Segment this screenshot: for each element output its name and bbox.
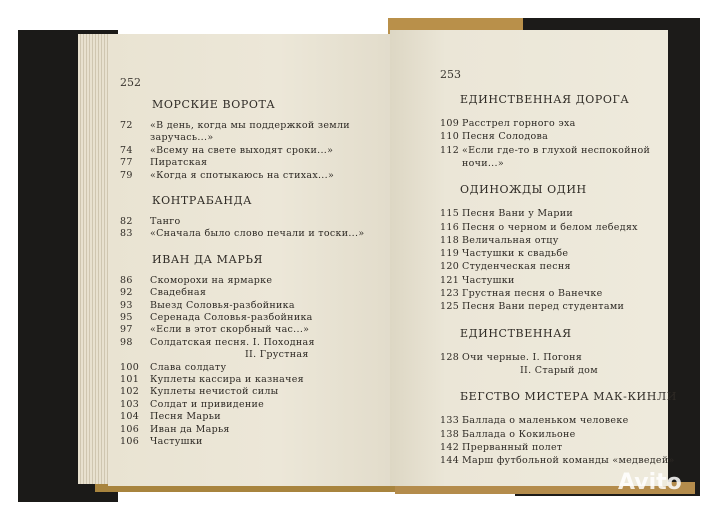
entry-title: «Сначала было слово печали и тоски...»	[150, 228, 365, 240]
entry-title: Куплеты нечистой силы	[150, 386, 279, 398]
entry-title: Грустная песня о Ванечке	[462, 288, 603, 299]
entry-page-number: 128	[440, 351, 460, 363]
entry-page-number: 93	[120, 299, 133, 311]
toc-entry	[440, 455, 675, 467]
entry-page-number: 123	[440, 288, 460, 299]
entry-title: Студенческая песня	[462, 261, 571, 273]
entry-page-number: 121	[440, 274, 460, 286]
entry-title: Песня Вани перед студентами	[462, 301, 625, 313]
entry-title: Песня Солодова	[462, 131, 549, 143]
entry-page-number: 92	[120, 287, 133, 299]
toc-entry	[120, 411, 221, 423]
toc-entry	[120, 386, 279, 398]
entry-page-number: 144	[440, 455, 460, 467]
entry-title: Куплеты кассира и казначея	[150, 374, 304, 385]
entry-title: Свадебная	[150, 287, 207, 299]
entry-page-number: 125	[440, 301, 460, 313]
entry-title: «Когда я спотыкаюсь на стихах...»	[150, 169, 335, 181]
toc-entry	[440, 301, 624, 313]
toc-entry	[440, 118, 576, 130]
toc-entry	[440, 442, 562, 454]
toc-entry	[120, 362, 226, 374]
entry-page-number: 102	[120, 386, 140, 398]
toc-entry	[440, 352, 582, 364]
toc-entry	[440, 429, 576, 441]
entry-title: Баллада о маленьком человеке	[462, 415, 629, 427]
entry-title-continued: II. Старый дом	[520, 364, 598, 376]
entry-page-number: 120	[440, 261, 460, 273]
section-heading: БЕГСТВО МИСТЕРА МАК-КИНЛИ	[460, 390, 677, 404]
entry-title: Марш футбольной команды «медведей»	[462, 455, 675, 467]
section-heading: ЕДИНСТВЕННАЯ	[460, 326, 572, 340]
entry-page-number: 112	[440, 144, 460, 156]
entry-page-number: 133	[440, 415, 460, 427]
entry-title: Частушки	[462, 274, 515, 286]
entry-title: «В день, когда мы поддержкой земли	[150, 120, 350, 131]
toc-entry	[440, 248, 568, 260]
entry-title: Песня Марьи	[150, 411, 221, 423]
entry-page-number: 72	[120, 120, 133, 131]
toc-entry	[120, 287, 206, 299]
entry-title: «Если где-то в глухой неспокойной	[462, 144, 651, 156]
page-number: 252	[120, 76, 141, 89]
toc-entry	[440, 222, 638, 234]
toc-entry	[120, 145, 333, 157]
entry-page-number: 115	[440, 208, 460, 220]
toc-entry	[440, 415, 629, 427]
entry-title: Выезд Соловья-разбойника	[150, 299, 295, 311]
entry-page-number: 82	[120, 216, 133, 227]
toc-entry	[120, 157, 207, 169]
entry-page-number: 109	[440, 118, 460, 129]
entry-page-number: 77	[120, 157, 133, 169]
toc-entry	[120, 312, 313, 324]
entry-title: Скоморохи на ярмарке	[150, 274, 273, 286]
entry-page-number: 116	[440, 221, 460, 233]
entry-page-number: 119	[440, 248, 460, 260]
entry-page-number: 100	[120, 361, 140, 373]
toc-entry	[120, 170, 334, 182]
entry-title: Очи черные. I. Погоня	[462, 351, 583, 363]
entry-page-number: 142	[440, 441, 460, 453]
toc-entry	[440, 288, 603, 300]
entry-title: Расстрел горного эха	[462, 118, 576, 129]
entry-title: Величальная отцу	[462, 234, 559, 246]
toc-entry	[120, 216, 181, 228]
entry-title-continued: заручась...»	[150, 132, 214, 144]
entry-title: Пиратская	[150, 157, 208, 169]
toc-entry	[120, 228, 364, 240]
entry-page-number: 74	[120, 144, 133, 156]
entry-title: Серенада Соловья-разбойника	[150, 312, 313, 323]
toc-entry	[120, 337, 315, 349]
entry-page-number: 103	[120, 398, 140, 410]
entry-title: Прерванный полет	[462, 441, 563, 453]
toc-entry	[120, 275, 272, 287]
entry-page-number: 97	[120, 324, 133, 336]
toc-entry	[120, 300, 295, 312]
toc-entry	[440, 235, 559, 247]
entry-page-number: 101	[120, 374, 140, 385]
section-heading: ИВАН ДА МАРЬЯ	[152, 252, 263, 266]
entry-title: Песня о черном и белом лебедях	[462, 221, 638, 233]
entry-title: Слава солдату	[150, 361, 227, 373]
entry-page-number: 106	[120, 423, 140, 435]
toc-entry	[120, 374, 304, 386]
toc-entry	[440, 145, 650, 157]
entry-page-number: 106	[120, 436, 140, 447]
section-heading: ЕДИНСТВЕННАЯ ДОРОГА	[460, 93, 630, 106]
toc-entry	[120, 436, 203, 448]
entry-page-number: 118	[440, 234, 460, 246]
watermark: Avito	[618, 470, 682, 495]
entry-title: «Всему на свете выходят сроки...»	[150, 144, 334, 156]
toc-entry	[440, 131, 548, 143]
entry-title: Баллада о Кокильоне	[462, 428, 576, 440]
entry-page-number: 110	[440, 131, 460, 143]
toc-entry	[120, 324, 309, 336]
entry-page-number: 95	[120, 312, 133, 323]
toc-entry	[120, 399, 264, 411]
toc-entry	[440, 208, 573, 220]
toc-entry	[120, 120, 350, 132]
entry-title: Солдат и привидение	[150, 398, 265, 410]
entry-title-continued: II. Грустная	[245, 349, 309, 361]
entry-title: Песня Вани у Марии	[462, 208, 574, 220]
entry-title: Танго	[150, 216, 181, 227]
toc-entry	[440, 261, 571, 273]
entry-page-number: 79	[120, 169, 133, 181]
entry-title-continued: ночи...»	[462, 157, 504, 169]
entry-title: Частушки к свадьбе	[462, 248, 569, 260]
entry-title: Солдатская песня. I. Походная	[150, 336, 315, 348]
section-heading: ОДИНОЖДЫ ОДИН	[460, 183, 587, 197]
entry-page-number: 83	[120, 228, 133, 240]
section-heading: КОНТРАБАНДА	[152, 194, 253, 207]
entry-page-number: 86	[120, 274, 133, 286]
page-number: 253	[440, 68, 461, 81]
entry-title: Иван да Марья	[150, 423, 230, 435]
entry-page-number: 98	[120, 336, 133, 348]
section-heading: МОРСКИЕ ВОРОТА	[152, 98, 276, 111]
toc-entry	[120, 424, 230, 436]
entry-page-number: 104	[120, 411, 140, 423]
entry-title: Частушки	[150, 436, 203, 447]
entry-title: «Если в этот скорбный час...»	[150, 324, 310, 336]
entry-page-number: 138	[440, 428, 460, 440]
toc-entry	[440, 275, 515, 287]
